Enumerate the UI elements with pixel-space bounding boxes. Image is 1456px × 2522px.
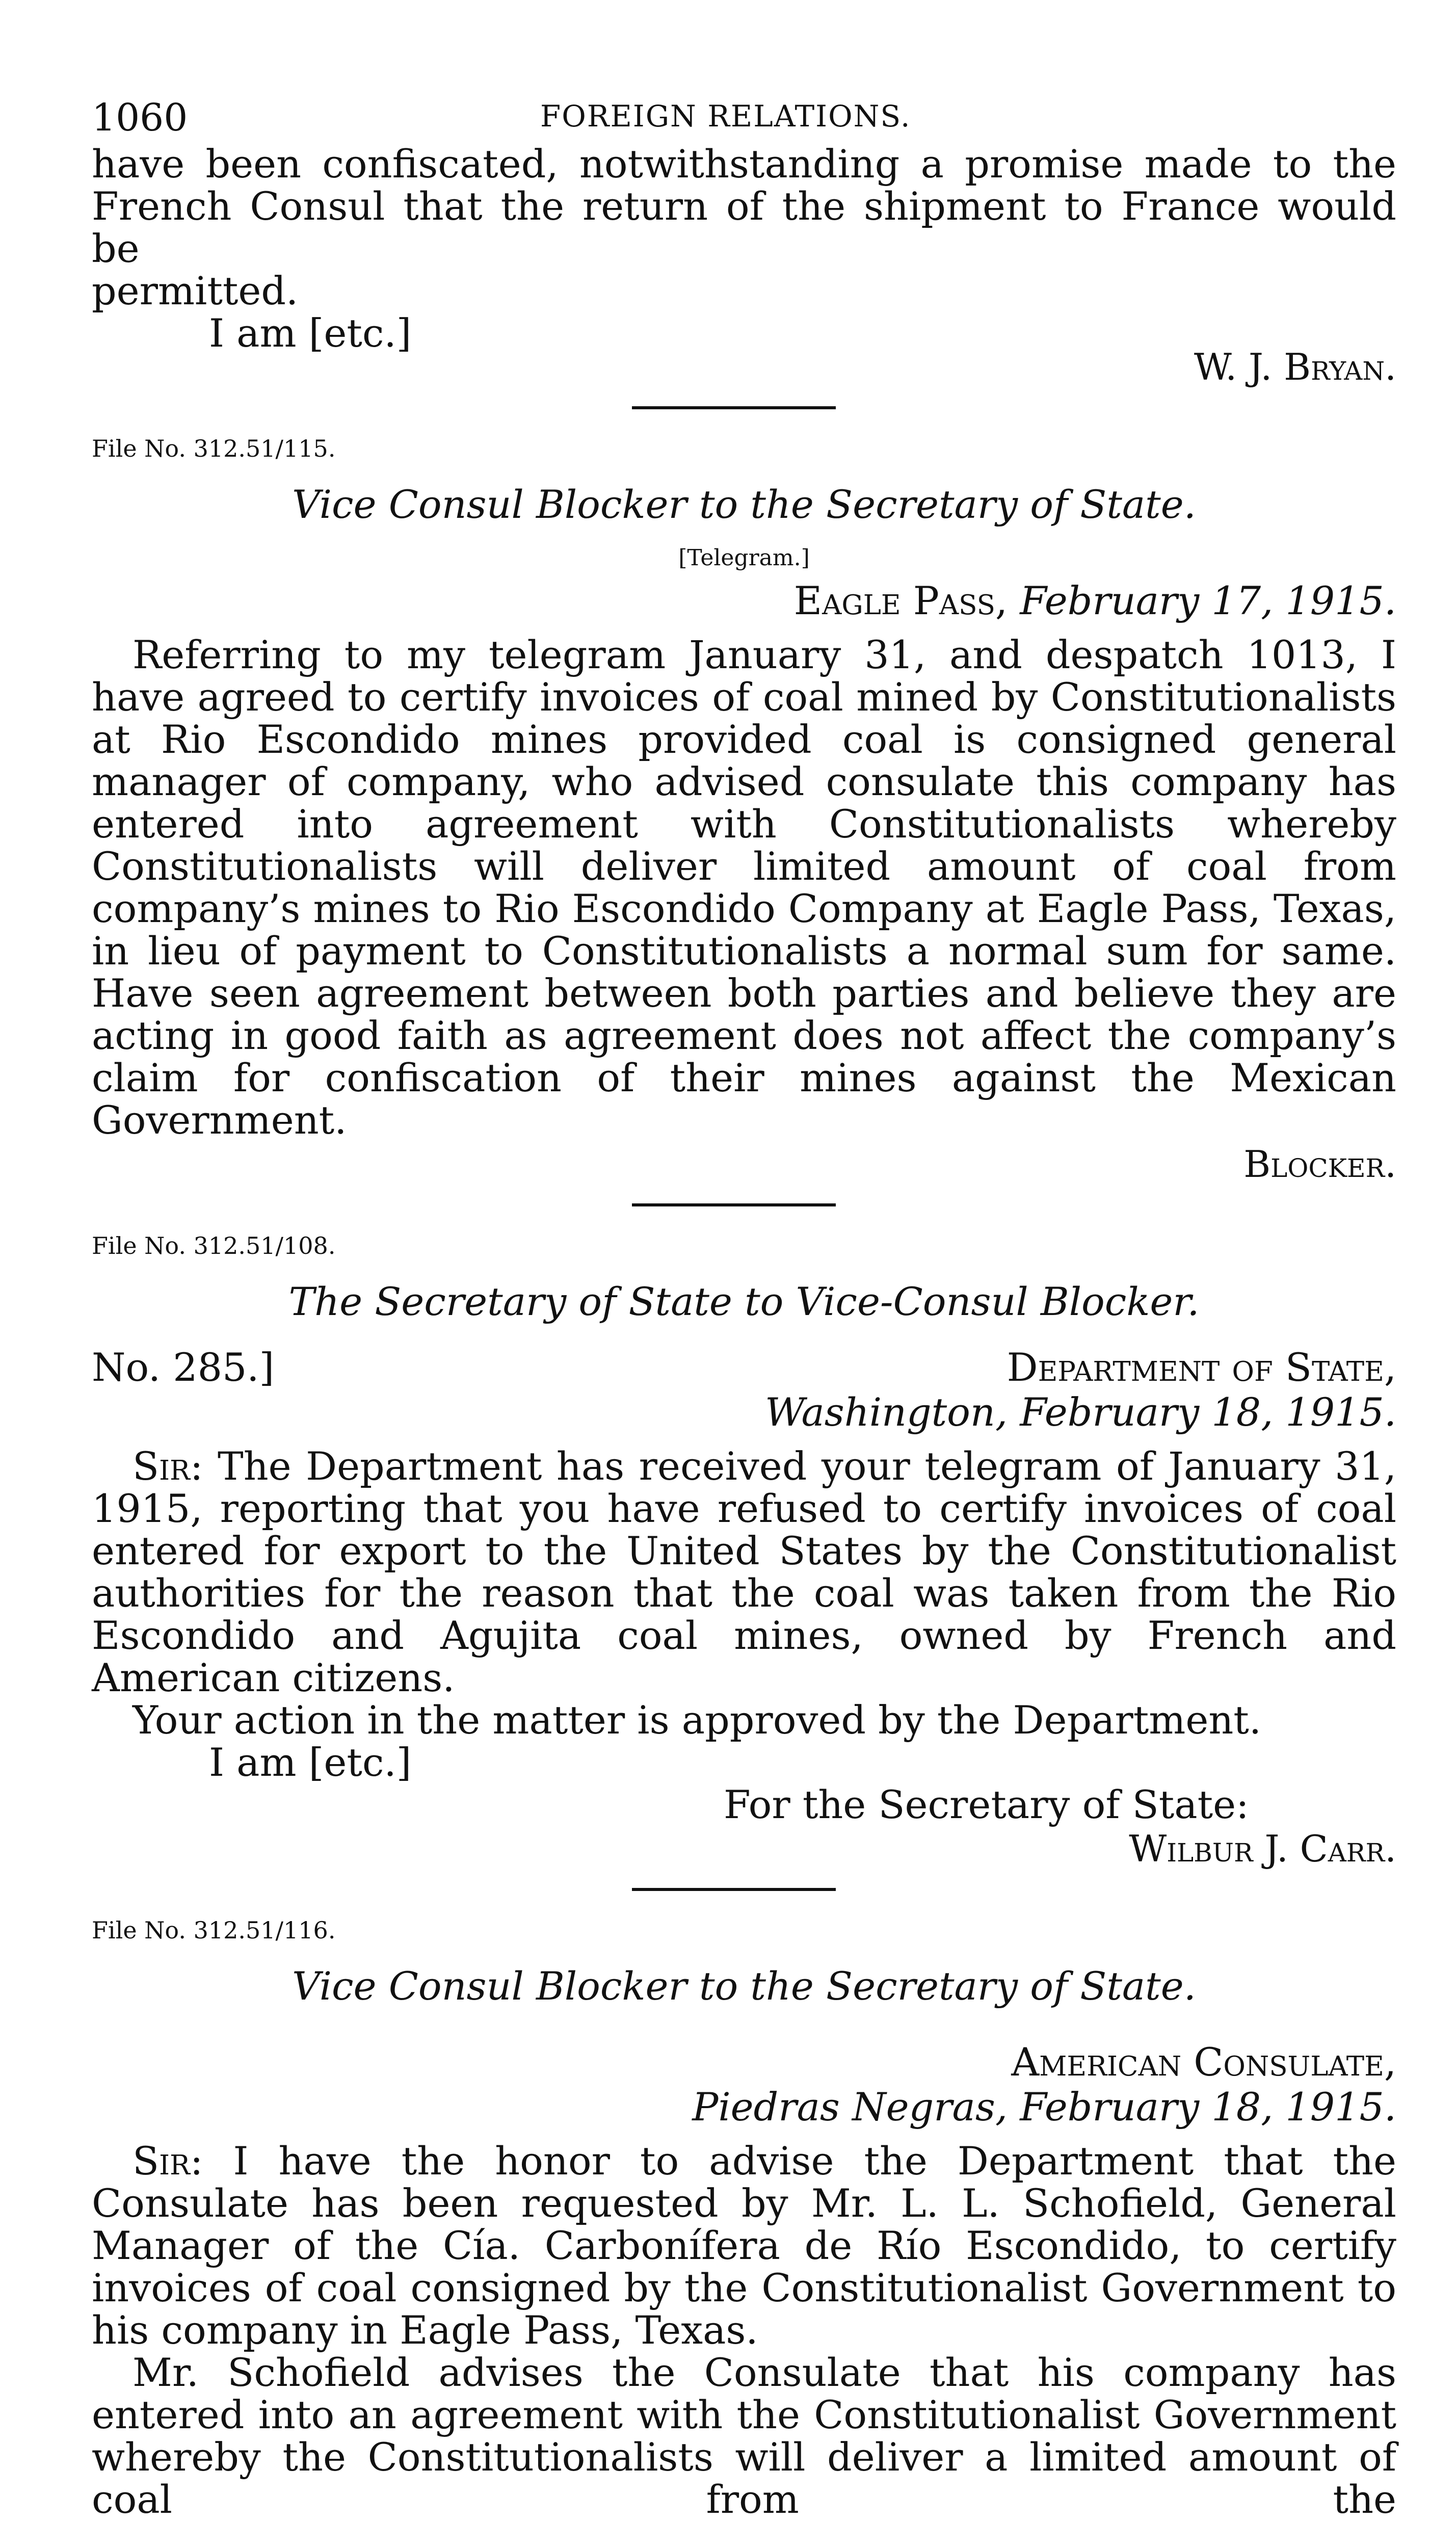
salutation: Sir: [133,1443,218,1489]
section-rule [92,1187,1396,1223]
dateline-date: February 18, 1915. [1020,1389,1396,1435]
section-rule [92,390,1396,426]
intro-text [92,143,1396,354]
office-name: Department of State, [1007,1345,1396,1390]
dateline [92,1390,1396,1435]
dateline-place: Washington, [764,1389,1020,1435]
closing: I am [etc.] [209,310,412,356]
letter-body-text: The Department has received your telegram of January 31, 1915, reporting that you have refused to certify invoices of coal entered for export to the United States by the Constitutionalist authorities for the reason that the coal was taken from the Rio Escondido and Agujita coal mines, owned by French and American citizens. [92,1443,1396,1700]
intro-line: permitted. [92,268,299,313]
office-name: American Consulate, [1011,2039,1396,2085]
dateline-date: February 17, 1915. [1020,578,1396,623]
running-title: FOREIGN RELATIONS. [540,99,911,134]
letter-heading [92,1345,1396,1390]
letter-body [92,2140,1396,2351]
dateline [92,579,1396,623]
document-title: Vice Consul Blocker to the Secretary of State. [292,482,1196,527]
dateline-place: Piedras Negras, [692,2084,1020,2130]
for-line: For the Secretary of State: [724,1782,1249,1827]
telegram-tag: [Telegram.] [678,545,810,571]
dateline-date: February 18, 1915. [1020,2084,1396,2130]
intro-line: French Consul that the return of the shipment to France would be [92,183,1396,271]
dateline-place: Eagle Pass, [793,578,1020,623]
letter-number: No. 285.] [92,1345,275,1390]
letter-body-text: I have the honor to advise the Department that the Consulate has been requested by Mr. L. L. Schofield, General Manager of the Cía. Carbonífera de Río Escondido, to certify invoices of coal consigned by the Constitutionalist Government to his company in Eagle Pass, Texas. [92,2138,1397,2353]
signature: Blocker. [1243,1143,1396,1186]
salutation: Sir: [133,2138,233,2184]
intro-line: have been confiscated, notwithstanding a promise made to the [92,141,1396,187]
telegram-body: Referring to my telegram January 31, and despatch 1013, I have agreed to certify invoices of coal mined by Constitutionalists at Rio Escondido mines provided coal is consigned general manager of company, who advised consulate this company has entered into agreement with Constitutionalists whereby Constitutionalists will deliver limited amount of coal from company’s mines to Rio Escondido Company at Eagle Pass, Texas, in lieu of payment to Constitutionalists a normal sum for same. Have seen agreement between both parties and believe they are acting in good faith as agreement does not affect the company’s claim for confiscation of their mines against the Mexican Government. [92,632,1396,1143]
closing: I am [etc.] [209,1740,412,1785]
document-page [92,87,1396,2520]
running-head [92,87,1396,143]
letter-paragraph: Mr. Schofield advises the Consulate that his company has entered into an agreement with the Constitutionalist Government whereby the Constitutionalists will deliver a limited amount of coal from the [92,2350,1396,2522]
signature: Wilbur J. Carr. [1129,1827,1396,1870]
file-number: File No. 312.51/116. [92,1916,336,1944]
file-number: File No. 312.51/115. [92,435,336,462]
dateline [92,2085,1396,2130]
signature: W. J. Bryan. [1194,346,1396,388]
document-title: Vice Consul Blocker to the Secretary of State. [292,1963,1196,2009]
approval-text: Your action in the matter is approved by the Department. [133,1697,1261,1743]
document-title: The Secretary of State to Vice-Consul Blocker. [288,1279,1200,1324]
page-number: 1060 [92,96,188,140]
section-rule [92,1872,1396,1907]
file-number: File No. 312.51/108. [92,1232,336,1259]
letter-body [92,1445,1396,1699]
